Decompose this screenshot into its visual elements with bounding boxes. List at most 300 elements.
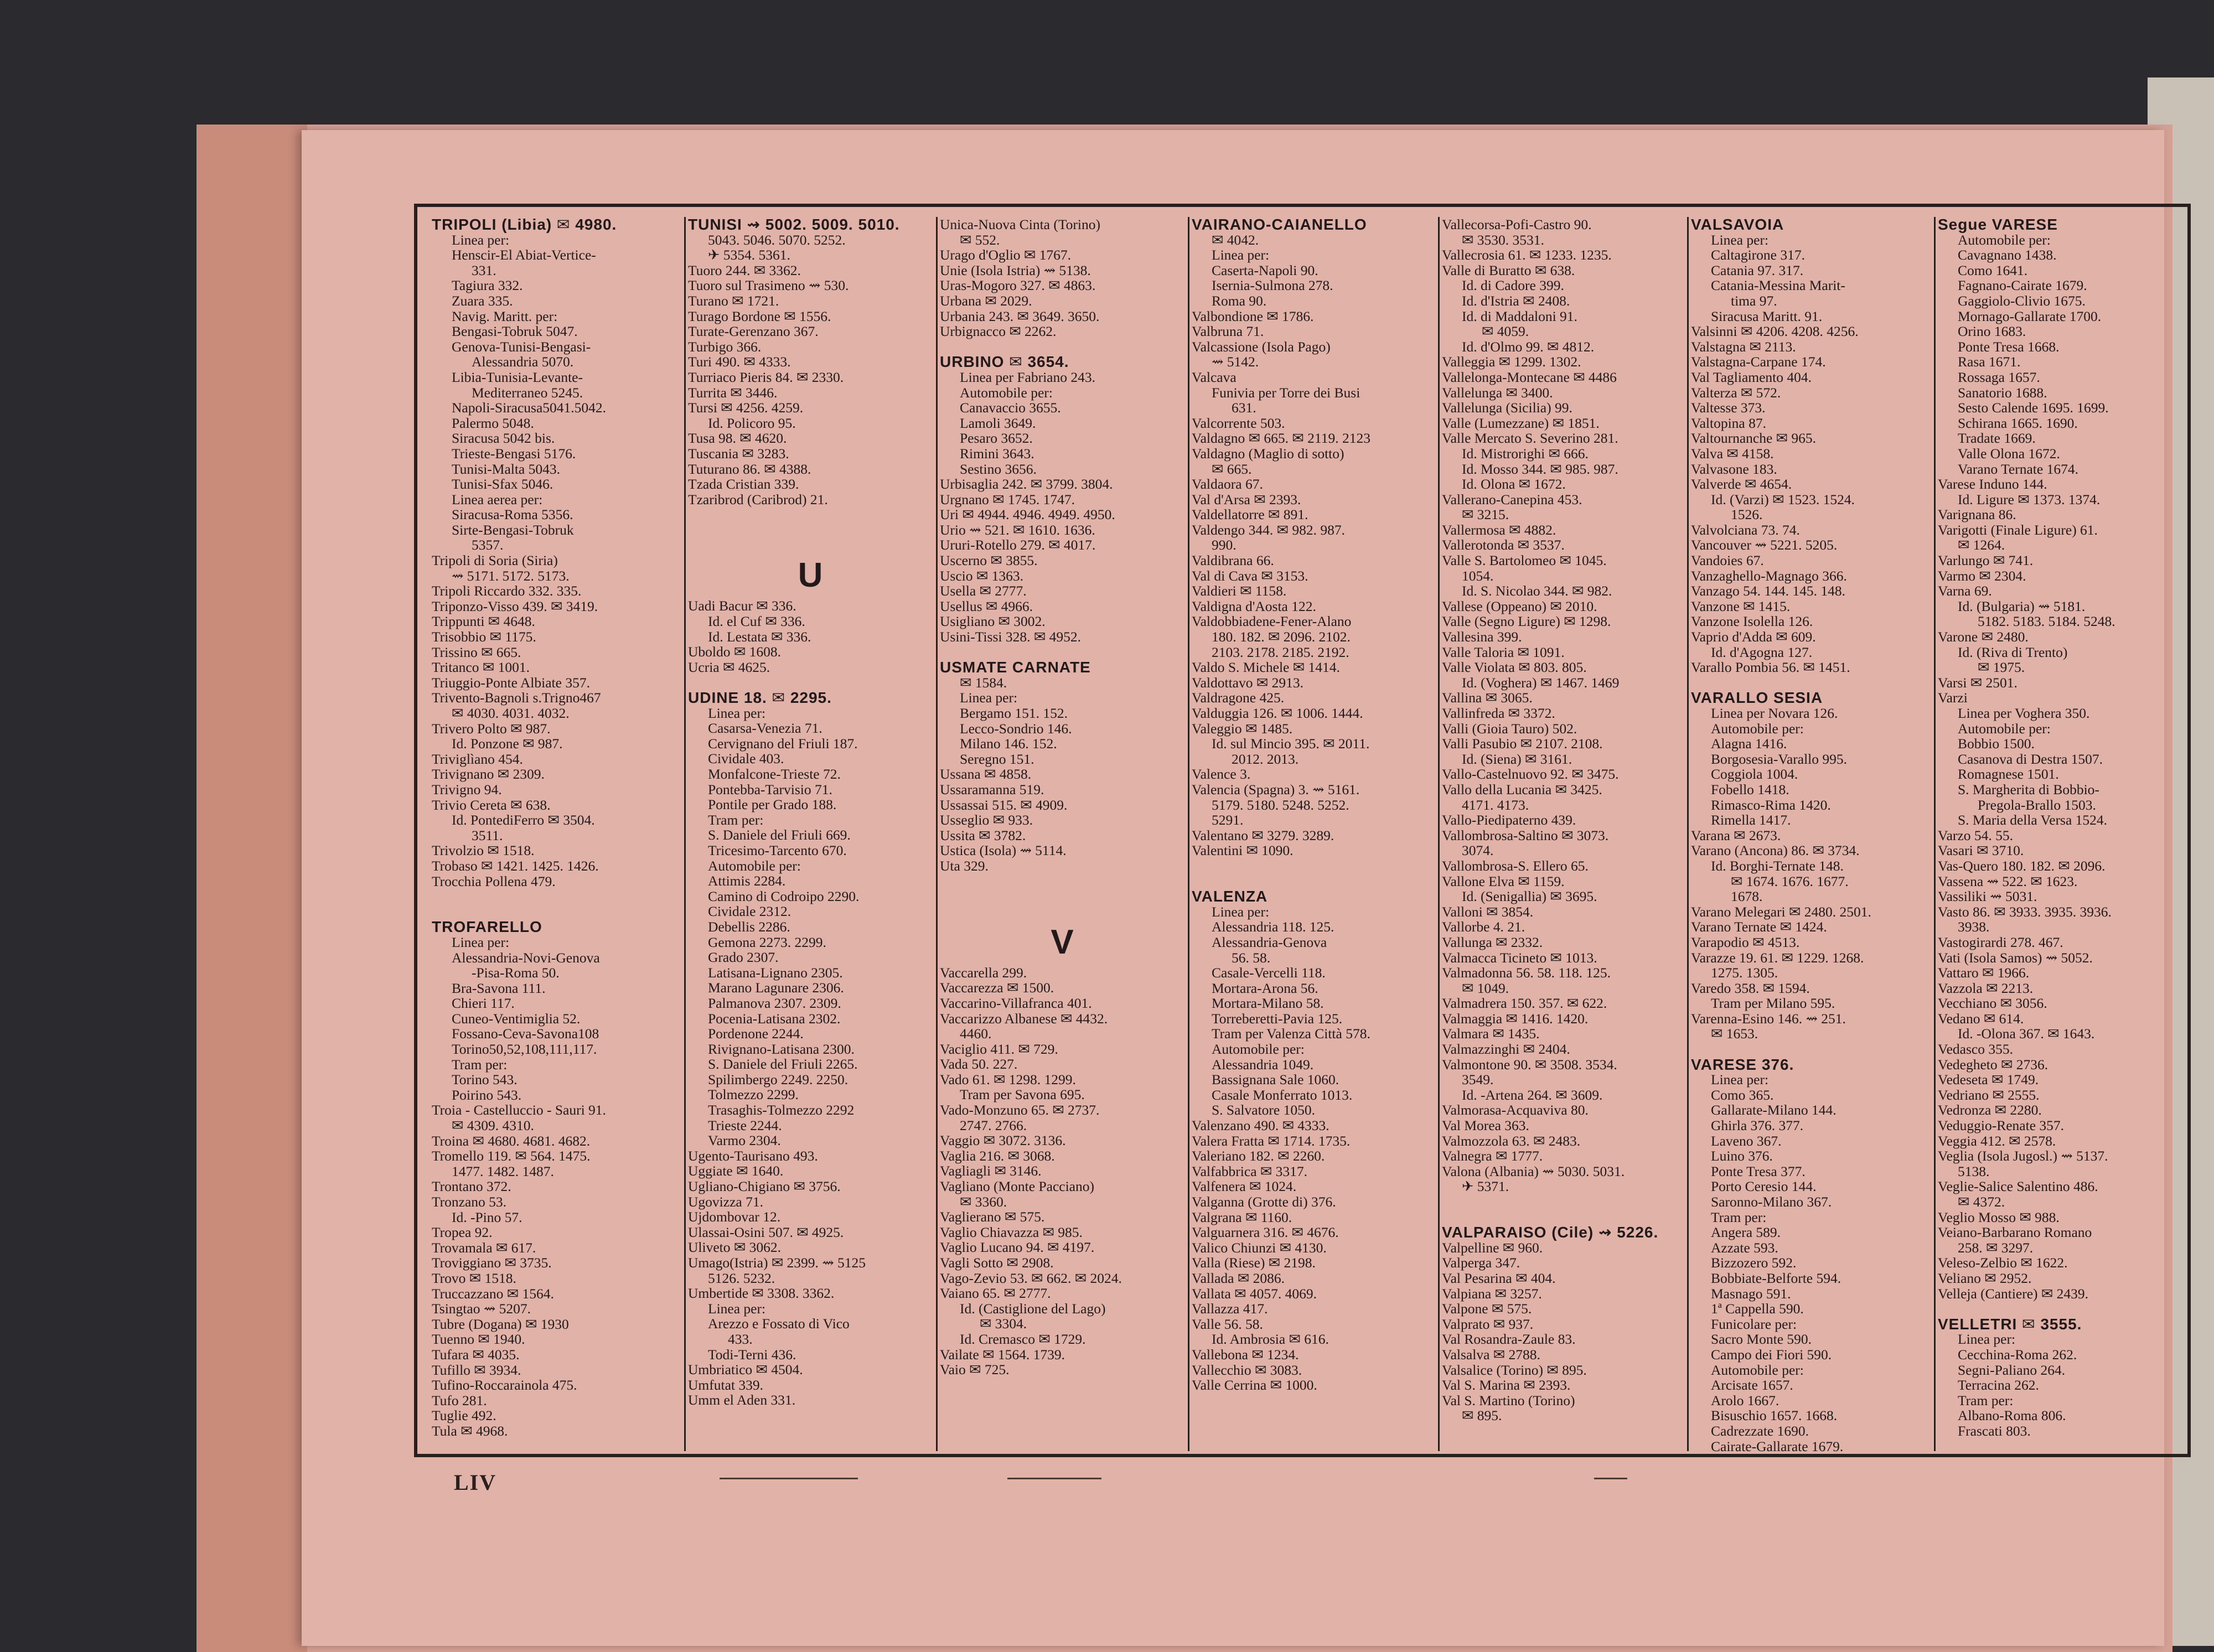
index-entry: Tromello 119. ✉ 564. 1475. [432, 1148, 591, 1164]
index-entry: Spilimbergo 2249. 2250. [708, 1071, 849, 1087]
index-entry: Rimella 1417. [1711, 812, 1791, 828]
index-entry: Triuggio-Ponte Albiate 357. [432, 674, 590, 691]
entry-heading: VALSAVOIA [1691, 216, 1784, 233]
index-entry: Valencia (Spagna) 3. ⇝ 5161. [1192, 781, 1360, 797]
index-entry: Linea aerea per: [452, 491, 543, 507]
index-entry: 5357. [472, 537, 504, 553]
spacer [432, 904, 681, 920]
entry-heading: VALPARAISO (Cile) ⇝ 5226. [1442, 1224, 1659, 1241]
index-entry: 3549. [1462, 1071, 1494, 1088]
index-entry: Segni-Paliano 264. [1958, 1361, 2066, 1378]
index-entry: Id. el Cuf ✉ 336. [708, 613, 805, 630]
index-entry: Isernia-Sulmona 278. [1212, 277, 1333, 294]
section-letter: V [1051, 923, 1074, 961]
index-entry: Vasari ✉ 3710. [1938, 842, 2024, 859]
index-entry: 3074. [1462, 842, 1494, 859]
index-entry: Automobile per: [708, 857, 801, 874]
index-entry: Valverde ✉ 4654. [1691, 476, 1792, 493]
index-entry: Vedasco 355. [1938, 1041, 2013, 1058]
index-entry: Tsingtao ⇝ 5207. [432, 1301, 531, 1317]
index-entry: Valtournanche ✉ 965. [1691, 430, 1817, 447]
index-entry: Valcava [1192, 369, 1237, 385]
index-entry: Ucria ✉ 4625. [688, 659, 770, 675]
footer-rule [720, 1478, 858, 1479]
index-entry: Uscio ✉ 1363. [940, 567, 1023, 584]
index-entry: ⇝ 5142. [1212, 354, 1259, 370]
index-entry: Marano Lagunare 2306. [708, 980, 844, 996]
index-entry: Cuneo-Ventimiglia 52. [452, 1010, 581, 1027]
index-entry: Zuara 335. [452, 292, 513, 309]
index-entry: Ussana ✉ 4858. [940, 766, 1032, 783]
index-entry: Troviggiano ✉ 3735. [432, 1255, 552, 1271]
index-entry: Valdengo 344. ✉ 982. 987. [1192, 521, 1346, 538]
index-entry: Linea per: [708, 705, 766, 721]
index-entry: Usini-Tissi 328. ✉ 4952. [940, 629, 1081, 645]
index-entry: Funicolare per: [1711, 1316, 1797, 1332]
index-entry: Henscir-El Abiat-Vertice- [452, 247, 596, 263]
index-entry: Id. (Riva di Trento) [1958, 644, 2068, 660]
index-entry: 631. [1232, 400, 1256, 416]
index-entry: Pesaro 3652. [960, 430, 1033, 447]
entry-heading: UDINE 18. ✉ 2295. [688, 689, 832, 707]
index-entry: Val S. Marina ✉ 2393. [1442, 1377, 1571, 1394]
spacer [1691, 1042, 1931, 1057]
index-entry: Masnago 591. [1711, 1285, 1791, 1302]
entry-heading: VALENZA [1192, 888, 1268, 905]
index-entry: Valva ✉ 4158. [1691, 445, 1774, 462]
spacer [1192, 874, 1435, 889]
index-entry: Vastogirardi 278. 467. [1938, 934, 2063, 950]
index-entry: ✈ 5371. [1462, 1178, 1509, 1195]
index-entry: Tuturano 86. ✉ 4388. [688, 460, 811, 477]
index-entry: Vallone Elva ✉ 1159. [1442, 873, 1565, 889]
index-entry: Vallelonga-Montecane ✉ 4486 [1442, 369, 1617, 385]
index-entry: Automobile per: [1958, 231, 2051, 248]
index-entry: Tram per Valenza Città 578. [1212, 1026, 1370, 1042]
index-entry: Usella ✉ 2777. [940, 583, 1027, 599]
index-entry: Milano 146. 152. [960, 736, 1057, 752]
index-entry: Urbana ✉ 2029. [940, 292, 1032, 309]
index-entry: Tronzano 53. [432, 1194, 507, 1210]
index-entry: 258. ✉ 3297. [1958, 1239, 2034, 1256]
index-entry: Valle (Lumezzane) ✉ 1851. [1442, 415, 1600, 431]
index-entry: Linea per: [1958, 1331, 2016, 1348]
index-entry: Turi 490. ✉ 4333. [688, 354, 791, 370]
index-entry: Valloni ✉ 3854. [1442, 903, 1534, 920]
index-entry: Id. di Maddaloni 91. [1462, 308, 1577, 324]
index-entry: Automobile per: [1711, 720, 1804, 737]
index-entry: Trieste 2244. [708, 1117, 782, 1133]
index-entry: Umbertide ✉ 3308. 3362. [688, 1285, 835, 1302]
index-entry: Pocenia-Latisana 2302. [708, 1010, 841, 1027]
index-entry: Id. Mosso 344. ✉ 985. 987. [1462, 460, 1618, 477]
index-entry: Cavagnano 1438. [1958, 247, 2057, 263]
index-entry: 4460. [960, 1026, 992, 1042]
index-entry: Urgnano ✉ 1745. 1747. [940, 491, 1075, 507]
index-entry: Uscerno ✉ 3855. [940, 552, 1038, 569]
index-entry: Vaglia 216. ✉ 3068. [940, 1147, 1055, 1164]
index-entry: ✉ 3530. 3531. [1462, 231, 1544, 248]
index-entry: Pontebba-Tarvisio 71. [708, 781, 832, 797]
index-entry: Vaccarino-Villafranca 401. [940, 995, 1092, 1011]
index-entry: Vallo-Piedipaterno 439. [1442, 812, 1576, 828]
index-entry: Vedriano ✉ 2555. [1938, 1086, 2040, 1103]
index-entry: Vaio ✉ 725. [940, 1361, 1010, 1378]
index-entry: Valle Taloria ✉ 1091. [1442, 644, 1565, 660]
index-entry: Trivio Cereta ✉ 638. [432, 796, 551, 813]
index-entry: Valdragone 425. [1192, 690, 1285, 706]
index-entry: Vagli Sotto ✉ 2908. [940, 1255, 1054, 1271]
index-entry: Varone ✉ 2480. [1938, 629, 2029, 645]
index-entry: Cividale 2312. [708, 903, 792, 920]
index-entry: 3938. [1958, 919, 1990, 935]
index-entry: Bobbiate-Belforte 594. [1711, 1270, 1841, 1286]
index-entry: Valenzano 490. ✉ 4333. [1192, 1117, 1330, 1134]
index-entry: -Pisa-Roma 50. [472, 965, 560, 981]
index-entry: Gaggiolo-Clivio 1675. [1958, 292, 2086, 309]
index-entry: Vedegheto ✉ 2736. [1938, 1056, 2049, 1073]
index-entry: Bobbio 1500. [1958, 736, 2035, 752]
footer-rule [1007, 1478, 1101, 1479]
index-entry: Valduggia 126. ✉ 1006. 1444. [1192, 705, 1363, 721]
index-entry: Vallecorsa-Pofi-Castro 90. [1442, 216, 1592, 232]
index-entry: Valleggia ✉ 1299. 1302. [1442, 354, 1581, 370]
index-entry: Usseglio ✉ 933. [940, 812, 1033, 828]
index-entry: Sanatorio 1688. [1958, 384, 2047, 401]
index-entry: Tripoli Riccardo 332. 335. [432, 583, 582, 599]
index-entry: Catania 97. 317. [1711, 262, 1804, 278]
index-entry: Alessandria-Genova [1212, 934, 1327, 950]
index-entry: Velleja (Cantiere) ✉ 2439. [1938, 1285, 2089, 1302]
index-entry: Unie (Isola Istria) ⇝ 5138. [940, 262, 1091, 278]
index-entry: Vada 50. 227. [940, 1056, 1018, 1073]
index-entry: Valle Violata ✉ 803. 805. [1442, 659, 1587, 676]
index-entry: Umago(Istria) ✉ 2399. ⇝ 5125 [688, 1255, 866, 1271]
index-entry: Valle S. Bartolomeo ✉ 1045. [1442, 552, 1607, 569]
page-edge [196, 125, 307, 1652]
index-entry: 1678. [1731, 888, 1763, 905]
index-entry: Trivero Polto ✉ 987. [432, 720, 551, 737]
index-entry: Ponte Tresa 1668. [1958, 338, 2060, 355]
index-entry: Rasa 1671. [1958, 354, 2021, 370]
index-entry: Valsalva ✉ 2788. [1442, 1346, 1540, 1363]
index-entry: Linea per: [1212, 247, 1270, 263]
index-entry: Rossaga 1657. [1958, 369, 2040, 385]
index-entry: Cecchina-Roma 262. [1958, 1346, 2077, 1363]
index-entry: Poirino 543. [452, 1086, 522, 1103]
index-entry: Linea per: [452, 934, 510, 950]
index-entry: Palmanova 2307. 2309. [708, 995, 841, 1011]
index-entry: Automobile per: [1958, 720, 2051, 737]
index-entry: 433. [728, 1330, 753, 1347]
index-entry: Sacro Monte 590. [1711, 1331, 1812, 1348]
index-entry: Alessandria 1049. [1212, 1056, 1314, 1073]
index-entry: Uggiate ✉ 1640. [688, 1163, 784, 1179]
index-entry: Vado-Monzuno 65. ✉ 2737. [940, 1102, 1100, 1118]
index-entry: Vallombrosa-Saltino ✉ 3073. [1442, 827, 1609, 843]
index-entry: Valmazzinghi ✉ 2404. [1442, 1041, 1570, 1058]
index-entry: Usellus ✉ 4966. [940, 598, 1033, 614]
index-column-7 [1934, 217, 2187, 1451]
index-entry: ⇝ 5171. 5172. 5173. [452, 567, 570, 584]
index-entry: Tubre (Dogana) ✉ 1930 [432, 1316, 569, 1332]
index-entry: Vallecrosia 61. ✉ 1233. 1235. [1442, 247, 1612, 263]
index-entry: Linea per Novara 126. [1711, 705, 1838, 721]
index-entry: Valtopina 87. [1691, 415, 1766, 431]
index-entry: Valle 56. 58. [1192, 1316, 1263, 1332]
index-entry: Vallo della Lucania ✉ 3425. [1442, 781, 1602, 797]
index-entry: Tunisi-Sfax 5046. [452, 476, 554, 493]
index-entry: Valprato ✉ 937. [1442, 1316, 1534, 1332]
index-entry: Rimini 3643. [960, 445, 1034, 462]
index-entry: Tufara ✉ 4035. [432, 1346, 520, 1363]
index-entry: Id. sul Mincio 395. ✉ 2011. [1212, 736, 1370, 752]
index-entry: Gallarate-Milano 144. [1711, 1102, 1837, 1118]
index-entry: Valmaggia ✉ 1416. 1420. [1442, 1010, 1589, 1027]
index-entry: Vecchiano ✉ 3056. [1938, 995, 2047, 1012]
index-entry: S. Salvatore 1050. [1212, 1102, 1315, 1118]
index-entry: Valdieri ✉ 1158. [1192, 583, 1287, 599]
index-entry: Vallelunga (Sicilia) 99. [1442, 400, 1572, 416]
index-entry: Valdottavo ✉ 2913. [1192, 674, 1303, 691]
index-entry: Vallesina 399. [1442, 629, 1522, 645]
entry-heading: VARESE 376. [1691, 1055, 1794, 1073]
index-entry: Tula ✉ 4968. [432, 1422, 508, 1439]
entry-heading: VELLETRI ✉ 3555. [1938, 1315, 2082, 1333]
index-entry: Urio ⇝ 521. ✉ 1610. 1636. [940, 521, 1095, 538]
index-entry: Trippunti ✉ 4648. [432, 613, 535, 630]
spacer [940, 339, 1184, 355]
index-entry: Uboldo ✉ 1608. [688, 644, 781, 660]
index-entry: Vagliagli ✉ 3146. [940, 1163, 1042, 1179]
index-entry: Vallunga ✉ 2332. [1442, 934, 1543, 950]
spacer [1691, 675, 1931, 691]
index-entry: Veleso-Zelbio ✉ 1622. [1938, 1255, 2068, 1271]
index-entry: Varano Melegari ✉ 2480. 2501. [1691, 903, 1871, 920]
index-entry: Como 1641. [1958, 262, 2028, 278]
index-entry: Ussassai 515. ✉ 4909. [940, 796, 1068, 813]
index-entry: Valeggio ✉ 1485. [1192, 720, 1293, 737]
index-entry: Valbondione ✉ 1786. [1192, 308, 1314, 324]
index-entry: Arezzo e Fossato di Vico [708, 1316, 850, 1332]
index-entry: Id. di Cadore 399. [1462, 277, 1564, 294]
index-entry: Vattaro ✉ 1966. [1938, 965, 2030, 981]
index-entry: Casarsa-Venezia 71. [708, 720, 823, 737]
index-entry: Valpelline ✉ 960. [1442, 1239, 1543, 1256]
index-entry: 4171. 4173. [1462, 796, 1529, 813]
spacer [1192, 858, 1435, 874]
index-entry: Sestino 3656. [960, 460, 1037, 477]
index-entry: Linea per: [1212, 903, 1270, 920]
index-entry: Id. PontediFerro ✉ 3504. [452, 812, 595, 828]
index-entry: Attimis 2284. [708, 873, 786, 889]
index-entry: Tufillo ✉ 3934. [432, 1361, 521, 1378]
index-entry: Ulassai-Osini 507. ✉ 4925. [688, 1224, 844, 1240]
index-entry: Valsalice (Torino) ✉ 895. [1442, 1361, 1587, 1378]
index-entry: Cividale 403. [708, 750, 784, 767]
index-column-4 [1188, 217, 1438, 1451]
index-entry: Valla (Riese) ✉ 2198. [1192, 1255, 1316, 1271]
index-entry: Umm el Aden 331. [688, 1392, 796, 1408]
index-entry: Valle (Segno Ligure) ✉ 1298. [1442, 613, 1611, 630]
index-entry: Uri ✉ 4944. 4946. 4949. 4950. [940, 506, 1115, 523]
index-entry: Vazzola ✉ 2213. [1938, 980, 2034, 996]
index-entry: 5182. 5183. 5184. 5248. [1978, 613, 2115, 630]
index-entry: Trissino ✉ 665. [432, 644, 521, 660]
index-entry: Torino50,52,108,111,117. [452, 1041, 597, 1058]
index-entry: Varazze 19. 61. ✉ 1229. 1268. [1691, 949, 1864, 966]
index-entry: Varsi ✉ 2501. [1938, 674, 2018, 691]
index-entry: Casale Monferrato 1013. [1212, 1086, 1353, 1103]
index-entry: Tram per Savona 695. [960, 1086, 1085, 1103]
index-entry: Vanzaghello-Magnago 366. [1691, 567, 1847, 584]
index-entry: 5043. 5046. 5070. 5252. [708, 231, 846, 248]
index-entry: Valentano ✉ 3279. 3289. [1192, 827, 1334, 843]
index-entry: Terracina 262. [1958, 1377, 2039, 1394]
index-entry: Seregno 151. [960, 750, 1034, 767]
index-entry: Valle Mercato S. Severino 281. [1442, 430, 1618, 447]
index-entry: Fobello 1418. [1711, 781, 1789, 797]
index-entry: Vas-Quero 180. 182. ✉ 2096. [1938, 857, 2106, 874]
index-entry: Trisobbio ✉ 1175. [432, 629, 536, 645]
index-entry: Trobaso ✉ 1421. 1425. 1426. [432, 857, 599, 874]
index-entry: Id. d'Istria ✉ 2408. [1462, 292, 1570, 309]
index-entry: ✉ 4309. 4310. [452, 1117, 534, 1134]
entry-heading: TROFARELLO [432, 918, 542, 936]
index-entry: Valpiana ✉ 3257. [1442, 1285, 1542, 1302]
index-entry: Ujdombovar 12. [688, 1209, 781, 1225]
index-entry: Valpone ✉ 575. [1442, 1301, 1532, 1317]
index-entry: Valfabbrica ✉ 3317. [1192, 1163, 1308, 1179]
index-entry: Como 365. [1711, 1086, 1774, 1103]
section-letter: U [798, 556, 823, 595]
index-entry: 5126. 5232. [708, 1270, 775, 1286]
index-entry: Tritanco ✉ 1001. [432, 659, 530, 676]
index-entry: ✉ 665. [1212, 460, 1252, 477]
index-entry: Valterza ✉ 572. [1691, 384, 1781, 401]
index-entry: Valtesse 373. [1691, 400, 1766, 416]
index-column-2 [684, 217, 936, 1451]
index-entry: Linea per: [960, 690, 1018, 706]
index-entry: Latisana-Lignano 2305. [708, 964, 843, 981]
index-entry: Vallata ✉ 4057. 4069. [1192, 1285, 1317, 1302]
index-entry: Automobile per: [1212, 1041, 1305, 1058]
index-entry: Id. Borghi-Ternate 148. [1711, 857, 1844, 874]
index-entry: Cadrezzate 1690. [1711, 1422, 1809, 1439]
entry-heading: VARALLO SESIA [1691, 689, 1823, 707]
index-entry: Tropea 92. [432, 1224, 493, 1241]
index-entry: Id. d'Agogna 127. [1711, 644, 1813, 660]
index-entry: Id. Ponzone ✉ 987. [452, 736, 563, 752]
index-entry: 5138. [1958, 1163, 1990, 1179]
index-entry: Troina ✉ 4680. 4681. 4682. [432, 1132, 591, 1149]
index-entry: Varallo Pombia 56. ✉ 1451. [1691, 659, 1850, 676]
index-entry: ✉ 3360. [960, 1193, 1007, 1210]
index-entry: Valera Fratta ✉ 1714. 1735. [1192, 1132, 1351, 1149]
index-entry: Valmacca Ticineto ✉ 1013. [1442, 949, 1597, 966]
index-entry: Vanzone ✉ 1415. [1691, 598, 1791, 614]
index-entry: Angera 589. [1711, 1224, 1781, 1241]
index-entry: Vassena ⇝ 522. ✉ 1623. [1938, 873, 2078, 889]
index-entry: Vandoies 67. [1691, 552, 1764, 569]
index-entry: Umfutat 339. [688, 1376, 763, 1393]
index-entry: Trivento-Bagnoli s.Trigno467 [432, 690, 601, 706]
index-entry: Varmo 2304. [708, 1132, 781, 1149]
index-entry: Vallebona ✉ 1234. [1192, 1346, 1299, 1363]
index-entry: Id. (Bulgaria) ⇝ 5181. [1958, 598, 2086, 614]
index-entry: Id. Cremasco ✉ 1729. [960, 1330, 1086, 1347]
index-entry: Truccazzano ✉ 1564. [432, 1285, 554, 1302]
index-entry: Tripoli di Soria (Siria) [432, 552, 558, 569]
index-entry: Urago d'Oglio ✉ 1767. [940, 247, 1072, 263]
index-entry: Vedano ✉ 614. [1938, 1010, 2024, 1027]
index-entry: Valdagno (Maglio di sotto) [1192, 445, 1344, 462]
index-entry: Vaiano 65. ✉ 2777. [940, 1285, 1051, 1302]
index-entry: Uadi Bacur ✉ 336. [688, 598, 796, 614]
index-entry: 1275. 1305. [1711, 965, 1778, 981]
index-entry: Vallermosa ✉ 4882. [1442, 521, 1556, 538]
index-entry: Todi-Terni 436. [708, 1346, 796, 1363]
index-entry: Val di Cava ✉ 3153. [1192, 567, 1308, 584]
index-entry: Varigotti (Finale Ligure) 61. [1938, 521, 2098, 538]
index-entry: Tufo 281. [432, 1392, 487, 1408]
index-entry: Tzada Cristian 339. [688, 476, 799, 493]
index-entry: Vallo-Castelnuovo 92. ✉ 3475. [1442, 766, 1619, 783]
index-entry: Val S. Martino (Torino) [1442, 1392, 1575, 1408]
index-entry: 1526. [1731, 506, 1763, 523]
index-entry: Trivignano ✉ 2309. [432, 766, 545, 783]
index-entry: Vaciglio 411. ✉ 729. [940, 1040, 1058, 1057]
index-entry: Id. Ambrosia ✉ 616. [1212, 1331, 1329, 1348]
index-entry: Trontano 372. [432, 1178, 511, 1195]
index-entry: 990. [1212, 537, 1237, 553]
index-entry: 56. 58. [1232, 949, 1271, 966]
index-entry: Tuoro 244. ✉ 3362. [688, 262, 801, 278]
page-number: LIV [454, 1470, 497, 1495]
index-entry: Varlungo ✉ 741. [1938, 552, 2034, 569]
index-entry: Lamoli 3649. [960, 415, 1036, 431]
index-entry: Palermo 5048. [452, 415, 534, 431]
index-entry: Siracusa Maritt. 91. [1711, 308, 1823, 324]
index-entry: ✉ 552. [960, 231, 1000, 248]
index-entry: 3511. [472, 827, 503, 843]
index-entry: Valdellatorre ✉ 891. [1192, 506, 1308, 523]
index-entry: S. Maria della Versa 1524. [1958, 812, 2108, 828]
index-entry: Tufino-Roccarainola 475. [432, 1377, 577, 1394]
index-entry: Valganna (Grotte di) 376. [1192, 1194, 1336, 1210]
index-entry: Valvasone 183. [1691, 460, 1777, 477]
index-entry: Ugliano-Chigiano ✉ 3756. [688, 1178, 841, 1195]
index-entry: 5291. [1212, 812, 1244, 828]
index-entry: Turate-Gerenzano 367. [688, 323, 819, 340]
index-entry: Tzaribrod (Caribrod) 21. [688, 491, 828, 507]
entry-heading: VAIRANO-CAIANELLO [1192, 216, 1367, 233]
index-entry: Vallazza 417. [1192, 1301, 1268, 1317]
index-entry: Ugento-Taurisano 493. [688, 1147, 818, 1164]
index-entry: Vagliano (Monte Pacciano) [940, 1178, 1094, 1195]
index-entry: 180. 182. ✉ 2096. 2102. [1212, 629, 1351, 645]
index-entry: Orino 1683. [1958, 323, 2026, 340]
index-entry: Id. -Olona 367. ✉ 1643. [1958, 1026, 2095, 1042]
index-entry: ✉ 1264. [1958, 537, 2005, 553]
index-entry: Urbisaglia 242. ✉ 3799. 3804. [940, 476, 1113, 493]
index-entry: Id. Olona ✉ 1672. [1462, 476, 1566, 493]
index-entry: Rimasco-Rima 1420. [1711, 796, 1831, 813]
index-entry: Bra-Savona 111. [452, 980, 546, 996]
index-entry: Sesto Calende 1695. 1699. [1958, 400, 2109, 416]
index-entry: Val d'Arsa ✉ 2393. [1192, 491, 1301, 507]
index-entry: Vallelunga ✉ 3400. [1442, 384, 1553, 401]
